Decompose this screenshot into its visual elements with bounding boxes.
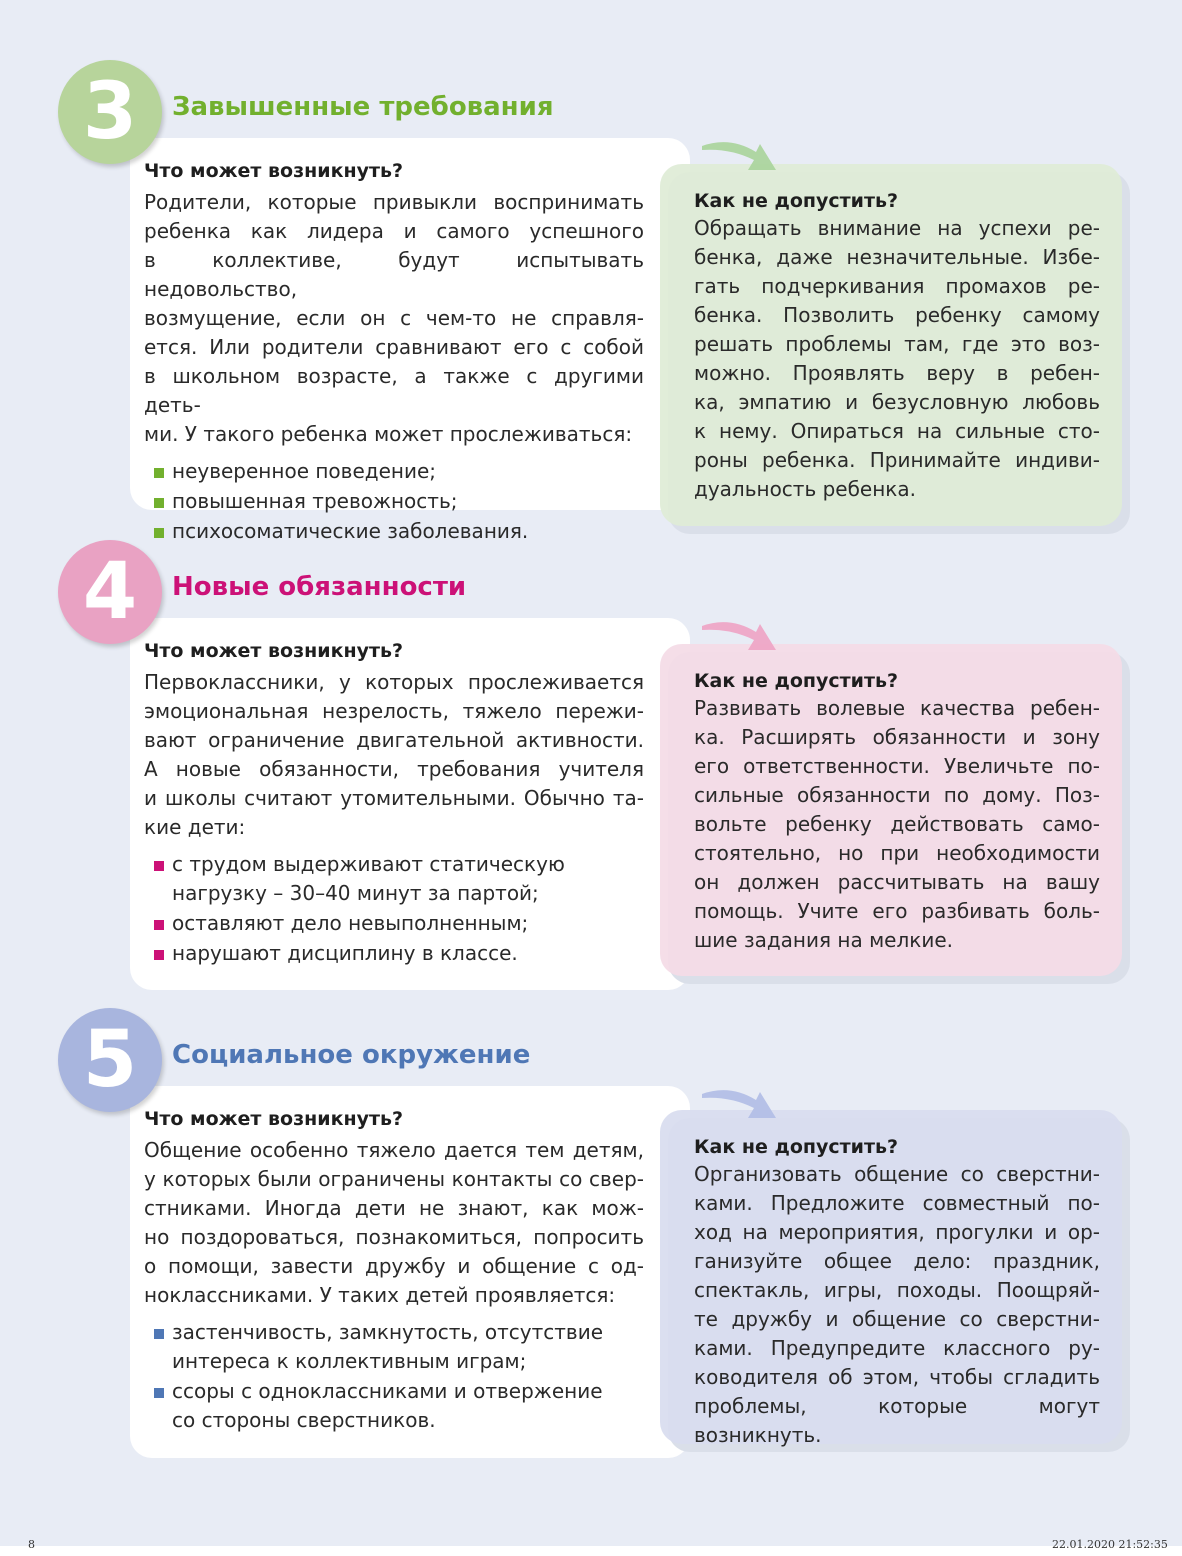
problem-content <box>144 640 644 969</box>
tip-text-line: ками. Предупредите классного ру- <box>694 1336 1100 1360</box>
list-item: оставляют дело невыполненным; <box>144 909 644 938</box>
tip-text-line: вольте ребенку действовать само- <box>694 812 1100 836</box>
tip-text-line: ка, эмпатию и безусловную любовь <box>694 390 1100 414</box>
tip-question: Как не допустить? <box>694 1136 899 1158</box>
tip-content <box>694 1136 1100 1450</box>
list-item: неуверенное поведение; <box>144 457 644 486</box>
tip-content <box>694 670 1100 955</box>
curved-arrow-icon <box>700 136 780 180</box>
problem-text-line: вают ограничение двигательной активности. <box>144 728 644 752</box>
tip-text-line: Развивать волевые качества ребен- <box>694 696 1100 720</box>
problem-text-line: но поздороваться, познакомиться, попросить <box>144 1225 644 1249</box>
section-title: Новые обязанности <box>172 572 467 602</box>
tip-text-line: помощь. Учите его разбивать боль- <box>694 899 1100 923</box>
section-number-circle: 4 <box>58 540 162 644</box>
tip-text-line: ка. Расширять обязанности и зону <box>694 725 1100 749</box>
bullet-square-icon <box>154 528 164 538</box>
tip-text-line: проблемы, которые могут возникнуть. <box>694 1394 1100 1447</box>
problem-text-line: у которых были ограничены контакты со свер- <box>144 1167 644 1191</box>
tip-text-line: к нему. Опираться на сильные сто- <box>694 419 1100 443</box>
problem-text-line: Первоклассники, у которых прослеживается <box>144 670 644 694</box>
problem-text-line: ребенка как лидера и самого успешного <box>144 219 644 243</box>
tip-text-line: Обращать внимание на успехи ре- <box>694 216 1100 240</box>
tip-text-line: те дружбу и общение со сверстни- <box>694 1307 1100 1331</box>
tip-text-line: стоятельно, но при необходимости <box>694 841 1100 865</box>
problem-text-line: в школьном возрасте, а также с другими деть- <box>144 364 644 417</box>
problem-content <box>144 160 644 547</box>
bullet-square-icon <box>154 498 164 508</box>
list-item: нарушают дисциплину в классе. <box>144 939 644 968</box>
print-timestamp: 22.01.2020 21:52:35 <box>1052 1538 1168 1551</box>
curved-arrow-icon <box>700 616 780 660</box>
section-title: Социальное окружение <box>172 1040 531 1070</box>
tip-text-line: шие задания на мелкие. <box>694 928 954 952</box>
tip-text-line: гать подчеркивания промахов ре- <box>694 274 1100 298</box>
list-item: с трудом выдерживают статическую нагрузку – 30–40 минут за партой; <box>144 850 592 908</box>
section-title: Завышенные требования <box>172 92 554 122</box>
tip-text-line: бенка, даже незначительные. Избе- <box>694 245 1100 269</box>
tip-text-line: можно. Проявлять веру в ребен- <box>694 361 1100 385</box>
bullet-square-icon <box>154 1329 164 1339</box>
tip-text-line: он должен рассчитывать на вашу <box>694 870 1100 894</box>
list-item: психосоматические заболевания. <box>144 517 644 546</box>
tip-text-line: ход на мероприятия, прогулки и ор- <box>694 1220 1100 1244</box>
problem-text-line: кие дети: <box>144 815 246 839</box>
tip-text-line: ководителя об этом, чтобы сгладить <box>694 1365 1100 1389</box>
tip-text-line: бенка. Позволить ребенку самому <box>694 303 1100 327</box>
tip-text-line: его ответственности. Увеличьте по- <box>694 754 1100 778</box>
tip-text-line: роны ребенка. Принимайте индиви- <box>694 448 1100 472</box>
bullet-square-icon <box>154 468 164 478</box>
problem-text-line: эмоциональная незрелость, тяжело пережи- <box>144 699 644 723</box>
tip-text-line: Организовать общение со сверстни- <box>694 1162 1100 1186</box>
tip-text-line: сильные обязанности по дому. Поз- <box>694 783 1100 807</box>
tip-content <box>694 190 1100 504</box>
tip-text-line: ками. Предложите совместный по- <box>694 1191 1100 1215</box>
symptom-list <box>144 850 644 968</box>
problem-question: Что может возникнуть? <box>144 160 404 182</box>
problem-text-line: ми. У такого ребенка может прослеживаться: <box>144 422 633 446</box>
problem-text-line: А новые обязанности, требования учителя <box>144 757 644 781</box>
bullet-square-icon <box>154 950 164 960</box>
list-item: ссоры с одноклассниками и отвержение со стороны сверстников. <box>144 1377 622 1435</box>
problem-text-line: о помощи, завести дружбу и общение с од- <box>144 1254 644 1278</box>
curved-arrow-icon <box>700 1084 780 1128</box>
symptom-list <box>144 1318 644 1435</box>
list-item: застенчивость, замкнутость, отсутствие интереса к коллективным играм; <box>144 1318 622 1376</box>
problem-text-line: ется. Или родители сравнивают его с собой <box>144 335 644 359</box>
bullet-square-icon <box>154 920 164 930</box>
problem-text-line: Общение особенно тяжело дается тем детям, <box>144 1138 644 1162</box>
tip-text-line: решать проблемы там, где это воз- <box>694 332 1100 356</box>
tip-text-line: спектакль, игры, походы. Поощряй- <box>694 1278 1100 1302</box>
bullet-square-icon <box>154 1388 164 1398</box>
page-number: 8 <box>28 1538 35 1551</box>
problem-text-line: стниками. Иногда дети не знают, как мож- <box>144 1196 644 1220</box>
symptom-list <box>144 457 644 546</box>
tip-question: Как не допустить? <box>694 670 899 692</box>
problem-text-line: возмущение, если он с чем-то не справля- <box>144 306 644 330</box>
section-number-circle: 3 <box>58 60 162 164</box>
problem-content <box>144 1108 644 1436</box>
problem-question: Что может возникнуть? <box>144 640 404 662</box>
problem-text-line: Родители, которые привыкли воспринимать <box>144 190 644 214</box>
tip-text-line: дуальность ребенка. <box>694 477 917 501</box>
tip-question: Как не допустить? <box>694 190 899 212</box>
problem-question: Что может возникнуть? <box>144 1108 404 1130</box>
problem-text-line: и школы считают утомительными. Обычно та- <box>144 786 644 810</box>
problem-text-line: в коллективе, будут испытывать недовольство, <box>144 248 644 301</box>
section-number-circle: 5 <box>58 1008 162 1112</box>
list-item: повышенная тревожность; <box>144 487 644 516</box>
tip-text-line: ганизуйте общее дело: праздник, <box>694 1249 1100 1273</box>
problem-text-line: ноклассниками. У таких детей проявляется: <box>144 1283 616 1307</box>
bullet-square-icon <box>154 861 164 871</box>
